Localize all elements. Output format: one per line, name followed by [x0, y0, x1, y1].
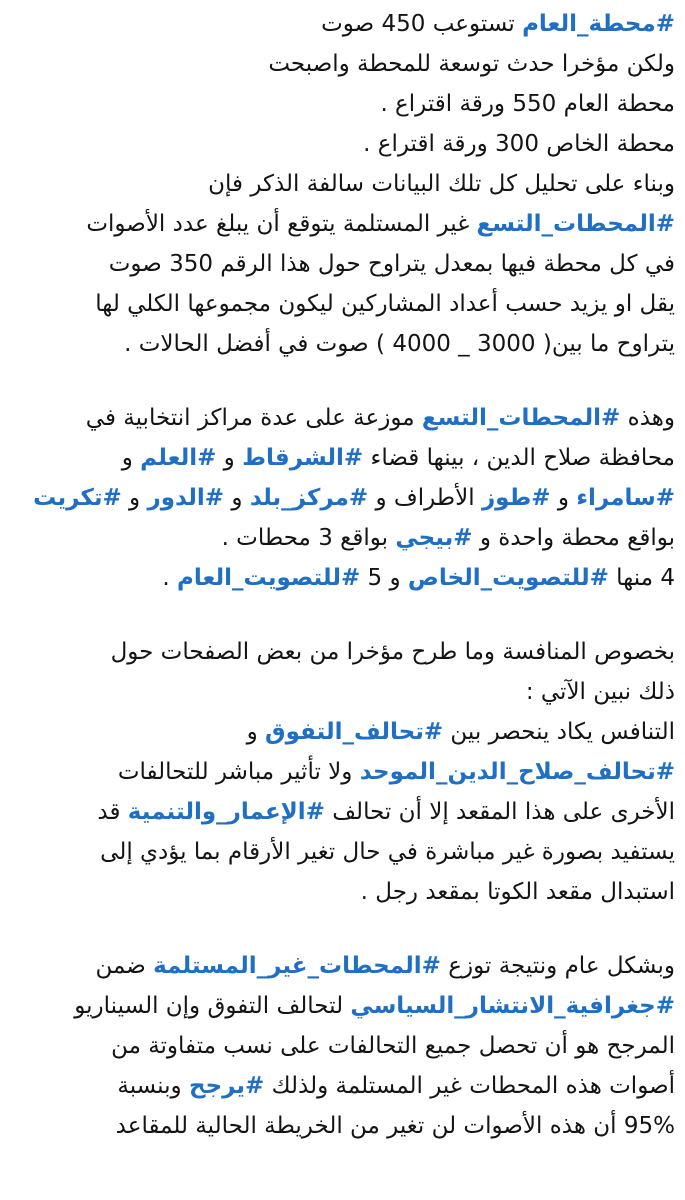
- text-segment: يقل او يزيد حسب أعداد المشاركين ليكون مجموعها الكلي لها: [95, 291, 675, 317]
- text-line: [12, 164, 675, 204]
- text-line: [12, 1066, 675, 1106]
- text-segment: موزعة على عدة مراكز انتخابية في: [85, 405, 422, 431]
- hashtag-link[interactable]: #العلم: [140, 445, 217, 471]
- text-line: [12, 204, 675, 244]
- text-line: [12, 872, 675, 912]
- text-segment: يستفيد بصورة غير مباشرة في حال تغير الأرقام بما يؤدي إلى: [100, 839, 675, 865]
- text-segment: ذلك نبين الآتي :: [525, 679, 675, 705]
- text-segment: وبنسبة: [117, 1073, 189, 1099]
- text-line: [12, 84, 675, 124]
- text-segment: بخصوص المنافسة وما طرح مؤخرا من بعض الصفحات حول: [110, 639, 675, 665]
- text-segment: و 5: [360, 565, 408, 591]
- hashtag-link[interactable]: #الدور: [147, 485, 225, 511]
- text-segment: محافظة صلاح الدين ، بينها قضاء: [363, 445, 675, 471]
- text-line: [12, 632, 675, 672]
- text-line: [12, 244, 675, 284]
- text-segment: وهذه: [620, 405, 675, 431]
- hashtag-link[interactable]: #الإعمار_والتنمية: [127, 799, 325, 825]
- hashtag-link[interactable]: #محطة_العام: [522, 11, 675, 37]
- paragraph-gap: [12, 598, 675, 632]
- text-line: [12, 672, 675, 712]
- paragraph: [12, 398, 675, 598]
- hashtag-link[interactable]: #بيجي: [395, 525, 473, 551]
- hashtag-link[interactable]: #للتصويت_العام: [176, 565, 361, 591]
- text-segment: في كل محطة فيها بمعدل يتراوح حول هذا الرقم 350 صوت: [108, 251, 675, 277]
- text-line: [12, 946, 675, 986]
- text-line: [12, 398, 675, 438]
- text-segment: الأطراف و: [368, 485, 482, 511]
- hashtag-link[interactable]: #تحالف_التفوق: [265, 719, 444, 745]
- text-segment: وبناء على تحليل كل تلك البيانات سالفة الذكر فإن: [208, 171, 675, 197]
- text-segment: يتراوح ما بين( 3000 _ 4000 ) صوت في أفضل الحالات .: [124, 331, 675, 357]
- text-segment: غير المستلمة يتوقع أن يبلغ عدد الأصوات: [86, 211, 477, 237]
- text-segment: الأخرى على هذا المقعد إلا أن تحالف: [324, 799, 675, 825]
- text-segment: و: [550, 485, 577, 511]
- hashtag-link[interactable]: #تحالف_صلاح_الدين_الموحد: [359, 759, 675, 785]
- text-segment: التنافس يكاد ينحصر بين: [443, 719, 675, 745]
- text-segment: أصوات هذه المحطات غير المستلمة ولذلك: [264, 1073, 675, 1099]
- text-segment: وبشكل عام ونتيجة توزع: [440, 953, 675, 979]
- text-segment: استبدال مقعد الكوتا بمقعد رجل .: [360, 879, 675, 905]
- text-segment: بواقع 3 محطات .: [221, 525, 396, 551]
- text-segment: 4 منها: [608, 565, 675, 591]
- text-line: [12, 752, 675, 792]
- text-segment: محطة العام 550 ورقة اقتراع .: [380, 91, 675, 117]
- hashtag-link[interactable]: #طوز: [481, 485, 551, 511]
- text-segment: قد: [97, 799, 128, 825]
- paragraph: [12, 946, 675, 1146]
- text-segment: 95% أن هذه الأصوات لن تغير من الخريطة الحالية للمقاعد: [115, 1113, 675, 1139]
- text-line: [12, 712, 675, 752]
- text-segment: و: [121, 445, 141, 471]
- text-line: [12, 478, 675, 518]
- text-line: [12, 124, 675, 164]
- text-line: [12, 1106, 675, 1146]
- text-segment: و: [224, 485, 250, 511]
- hashtag-link[interactable]: #المحطات_غير_المستلمة: [153, 953, 441, 979]
- text-segment: .: [162, 565, 177, 591]
- text-line: [12, 558, 675, 598]
- text-segment: و: [216, 445, 243, 471]
- text-line: [12, 986, 675, 1026]
- paragraph-gap: [12, 364, 675, 398]
- text-segment: و: [246, 719, 266, 745]
- text-line: [12, 832, 675, 872]
- hashtag-link[interactable]: #الشرقاط: [242, 445, 364, 471]
- hashtag-link[interactable]: #يرجح: [188, 1073, 265, 1099]
- text-line: [12, 792, 675, 832]
- hashtag-link[interactable]: #مركز_بلد: [249, 485, 369, 511]
- text-segment: لتحالف التفوق وإن السيناريو: [74, 993, 351, 1019]
- text-line: [12, 44, 675, 84]
- paragraph: [12, 4, 675, 364]
- paragraph-gap: [12, 912, 675, 946]
- paragraph: [12, 632, 675, 912]
- hashtag-link[interactable]: #تكريت: [33, 485, 122, 511]
- text-line: [12, 284, 675, 324]
- text-segment: تستوعب 450 صوت: [321, 11, 523, 37]
- hashtag-link[interactable]: #للتصويت_الخاص: [407, 565, 609, 591]
- hashtag-link[interactable]: #المحطات_التسع: [421, 405, 621, 431]
- text-line: [12, 4, 675, 44]
- text-line: [12, 438, 675, 478]
- hashtag-link[interactable]: #المحطات_التسع: [476, 211, 675, 237]
- text-segment: و: [121, 485, 148, 511]
- text-segment: محطة الخاص 300 ورقة اقتراع .: [363, 131, 675, 157]
- text-segment: بواقع محطة واحدة و: [472, 525, 675, 551]
- text-segment: ضمن: [95, 953, 154, 979]
- text-line: [12, 1026, 675, 1066]
- hashtag-link[interactable]: #سامراء: [576, 485, 675, 511]
- text-segment: ولكن مؤخرا حدث توسعة للمحطة واصبحت: [268, 51, 675, 77]
- text-line: [12, 518, 675, 558]
- text-segment: المرجح هو أن تحصل جميع التحالفات على نسب متفاوتة من: [111, 1033, 675, 1059]
- hashtag-link[interactable]: #جغرافية_الانتشار_السياسي: [350, 993, 675, 1019]
- text-segment: ولا تأثير مباشر للتحالفات: [117, 759, 360, 785]
- text-line: [12, 324, 675, 364]
